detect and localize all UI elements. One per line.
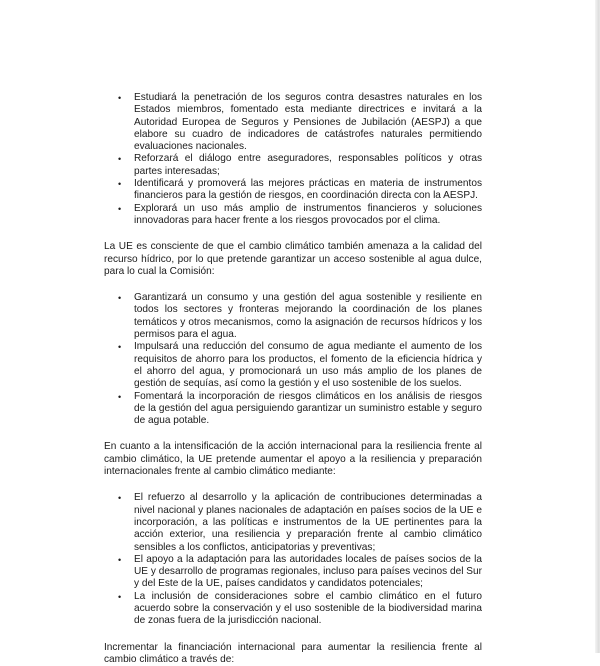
- list-item: • Impulsará una reducción del consumo de agua mediante el aumento de los requisitos de ahorro para los productos, el fomento de la eficiencia hídrica y el ahorro del agua, y promocionará un uso más amplio de los planes de gestión de sequías, así como la gestión y el uso sostenible de los suelos.: [118, 341, 482, 390]
- list-item: • La inclusión de consideraciones sobre el cambio climático en el futuro acuerdo sobre la conservación y el uso sostenible de la biodiversidad marina de zonas fuera de la jurisdicción nacional.: [118, 590, 482, 627]
- bullet-icon: •: [118, 391, 122, 402]
- bullet-list-insurance: [104, 92, 482, 227]
- bullet-icon: •: [118, 93, 122, 103]
- page-edge: [595, 0, 599, 653]
- bullet-icon: •: [118, 591, 122, 602]
- list-item: • Estudiará la penetración de los seguros contra desastres naturales en los Estados miembros, fomentado esta mediante directrices e invitará a la Autoridad Europea de Seguros y Pensiones de Jubilación (AESPJ) a que elabore su cuadro de indicadores de catástrofes naturales permitiendo evaluaciones nacionales.: [118, 92, 482, 153]
- bullet-icon: •: [118, 154, 122, 165]
- bullet-list-international: [104, 492, 482, 627]
- paragraph-international: En cuanto a la intensificación de la acción internacional para la resiliencia frente al cambio climático, la UE pretende aumentar el apoyo a la resiliencia y preparación internacionales frente al cambio climático mediante:: [104, 441, 482, 478]
- bullet-icon: •: [118, 179, 122, 190]
- bullet-icon: •: [118, 293, 122, 304]
- list-item: • Fomentará la incorporación de riesgos climáticos en los análisis de riesgos de la gestión del agua persiguiendo garantizar un suministro estable y seguro de agua potable.: [118, 390, 482, 427]
- list-item: • El refuerzo al desarrollo y la aplicación de contribuciones determinadas a nivel nacional y planes nacionales de adaptación en países socios de la UE e incorporación, a las políticas e instrumentos de la UE pertinentes para la acción exterior, una resiliencia y preparación frente al cambio climático sensibles a los conflictos, anticipatorias y preventivas;: [118, 492, 482, 553]
- bullet-icon: •: [118, 342, 122, 353]
- list-item: • Garantizará un consumo y una gestión del agua sostenible y resiliente en todos los sectores y fronteras mejorando la coordinación de los planes temáticos y otros mecanismos, como la asignación de recursos hídricos y los permisos para el agua.: [118, 292, 482, 341]
- bullet-icon: •: [118, 554, 122, 565]
- list-item: • Reforzará el diálogo entre aseguradores, responsables políticos y otras partes interesadas;: [118, 153, 482, 177]
- paragraph-financing: Incrementar la financiación internacional para aumentar la resiliencia frente al cambio climático a través de:: [104, 641, 482, 665]
- list-item: • Identificará y promoverá las mejores prácticas en materia de instrumentos financieros para la gestión de riesgos, en coordinación directa con la AESPJ.: [118, 178, 482, 202]
- bullet-icon: •: [118, 203, 122, 214]
- list-item: • El apoyo a la adaptación para las autoridades locales de países socios de la UE y desarrollo de programas regionales, incluso para países vecinos del Sur y del Este de la UE, países candidatos y candidatos potenciales;: [118, 553, 482, 590]
- bullet-icon: •: [118, 493, 122, 504]
- paragraph-water: La UE es consciente de que el cambio climático también amenaza a la calidad del recurso hídrico, por lo que pretende garantizar un acceso sostenible al agua dulce, para lo cual la Comisión:: [104, 241, 482, 277]
- list-item: • Explorará un uso más amplio de instrumentos financieros y soluciones innovadoras para hacer frente a los riesgos provocados por el clima.: [118, 202, 482, 226]
- bullet-list-water: [104, 292, 482, 427]
